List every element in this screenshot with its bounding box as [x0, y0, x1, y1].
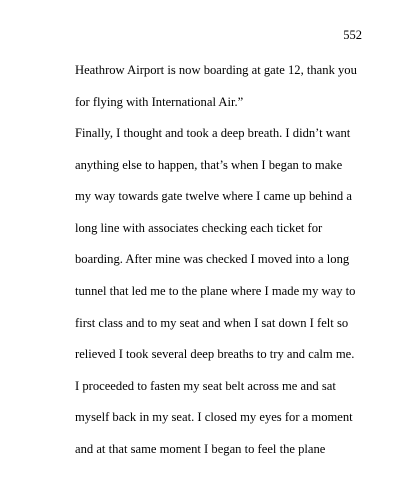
text-line: I proceeded to fasten my seat belt across me and sat [75, 379, 336, 393]
text-line: first class and to my seat and when I sat down I felt so [75, 316, 349, 330]
text-line: anything else to happen, that’s when I began to make [75, 158, 343, 172]
text-line: tunnel that led me to the plane where I made my way to [75, 284, 356, 298]
text-line: and at that same moment I began to feel the plane [75, 442, 326, 456]
text-line: my way towards gate twelve where I came up behind a [75, 189, 352, 203]
text-line: boarding. After mine was checked I moved into a long [75, 252, 350, 266]
text-line: Finally, I thought and took a deep breath. I didn’t want [75, 126, 351, 140]
text-line: relieved I took several deep breaths to try and calm me. [75, 347, 355, 361]
text-line: for flying with International Air.” [75, 95, 244, 109]
text-line: myself back in my seat. I closed my eyes for a moment [75, 410, 353, 424]
text-line: long line with associates checking each ticket for [75, 221, 323, 235]
page-number: 552 [343, 28, 362, 42]
text-line: Heathrow Airport is now boarding at gate 12, thank you [75, 63, 357, 77]
